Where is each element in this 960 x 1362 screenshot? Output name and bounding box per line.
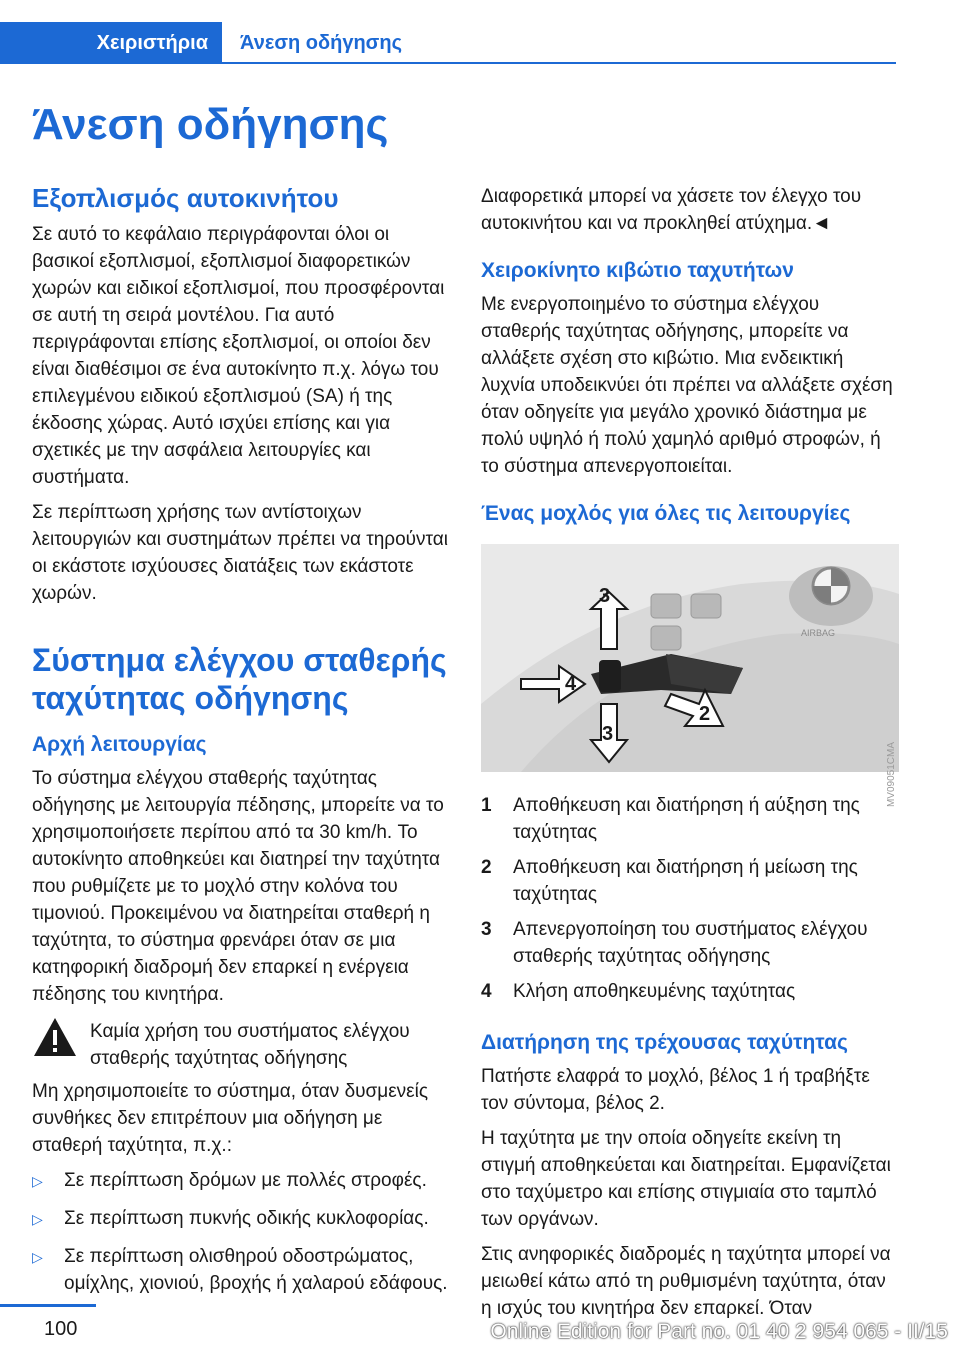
legend-item bbox=[481, 792, 899, 846]
legend-number: 3 bbox=[481, 919, 492, 940]
paragraph-keep-2: Η ταχύτητα με την οποία οδηγείτε εκείνη τη στιγμή αποθηκεύεται και διατηρείται. Εμφανίζεται στο ταχύμετρο και επίσης στιγμιαία στο ταμπλό των οργάνων. bbox=[481, 1128, 891, 1230]
heading-manual-gearbox: Χειροκίνητο κιβώτιο ταχυτήτων bbox=[481, 259, 794, 282]
legend-number: 2 bbox=[481, 857, 492, 878]
paragraph-continued: Διαφορετικά μπορεί να χάσετε τον έλεγχο του αυτοκινήτου και να προκληθεί ατύχημα.◄ bbox=[481, 186, 862, 234]
footer-rule bbox=[0, 1304, 96, 1307]
arrow-label-3-bottom: 3 bbox=[602, 723, 614, 745]
bullet-item bbox=[32, 1205, 450, 1233]
heading-cruise-control: Σύστημα ελέγχου σταθερής ταχύτητας οδήγησης bbox=[32, 642, 447, 716]
paragraph-equipment-1: Σε αυτό το κεφάλαιο περιγράφονται όλοι οι βασικοί εξοπλισμοί, εξοπλισμοί διαφορετικών χωρών και ειδικοί εξοπλισμοί, που προσφέρονται σε αυτή τη σειρά μοντέλου. Για αυτό περιγράφονται επίσης εξοπλισμοί, οι οποίοι δεν είναι διαθέσιμοι σε ένα αυτοκίνητο π.χ. λόγω του επιλεγμένου ειδικού εξοπλισμού (SA) ή της έκδοσης χώρας. Αυτό ισχύει επίσης και για σχετικές με την ασφάλεια λειτουργίες και συστήματα. bbox=[32, 224, 445, 488]
heading-keep-speed: Διατήρηση της τρέχουσας ταχύτητας bbox=[481, 1031, 848, 1054]
legend-number: 4 bbox=[481, 981, 492, 1002]
figure-code: MV09051CMA bbox=[886, 742, 897, 808]
warning-box bbox=[32, 1016, 450, 1072]
triangle-bullet-icon: ▷ bbox=[32, 1211, 43, 1227]
arrow-label-2: 2 bbox=[699, 703, 711, 725]
page-title: Άνεση οδήγησης bbox=[32, 100, 389, 149]
paragraph-principle: Το σύστημα ελέγχου σταθερής ταχύτητας οδήγησης με λειτουργία πέδησης, μπορείτε να το χρησιμοποιήσετε περίπου από τα 30 km/h. Το αυτοκίνητο αποθηκεύει και διατηρεί την ταχύτητα που ρυθμίζετε με το μοχλό στην κολόνα του τιμονιού. Προκειμένου να διατηρείται σταθερή η ταχύτητα, το σύστημα φρενάρει όταν σε μια κατηφορική διαδρομή δεν επαρκεί η ενέργεια πέδησης του κινητήρα. bbox=[32, 768, 444, 1005]
left-column bbox=[32, 183, 450, 1307]
paragraph-manual-gearbox: Με ενεργοποιημένο το σύστημα ελέγχου σταθερής ταχύτητας οδήγησης, μπορείτε να αλλάξετε σχέση στο κιβώτιο. Μια ενδεικτική λυχνία υποδεικνύει ότι πρέπει να αλλάξετε σχέση όταν οδηγείτε για μεγάλο χρονικό διάστημα με πολύ υψηλό ή πολύ χαμηλό αριθμό στροφών, ή το σύστημα απενεργοποιείται. bbox=[481, 294, 893, 477]
warning-text: Καμία χρήση του συστήματος ελέγχου σταθερής ταχύτητας οδήγησης bbox=[90, 1021, 410, 1069]
paragraph-keep-1: Πατήστε ελαφρά το μοχλό, βέλος 1 ή τραβήξτε τον σύντομα, βέλος 2. bbox=[481, 1066, 870, 1114]
steering-wheel-illustration bbox=[481, 544, 899, 772]
header-tabs bbox=[0, 22, 960, 64]
arrow-label-3-top: 3 bbox=[599, 585, 611, 607]
legend-number: 1 bbox=[481, 795, 492, 816]
bullet-item bbox=[32, 1243, 450, 1297]
warning-icon bbox=[32, 1016, 78, 1058]
cruise-lever-figure bbox=[481, 544, 899, 808]
paragraph-equipment-2: Σε περίπτωση χρήσης των αντίστοιχων λειτουργιών και συστημάτων πρέπει να τηρούνται οι εκάστοτε ισχύουσες διατάξεις των εκάστοτε χωρών. bbox=[32, 502, 448, 604]
bullet-text: Σε περίπτωση δρόμων με πολλές στροφές. bbox=[64, 1170, 427, 1191]
paragraph-do-not-use: Μη χρησιμοποιείτε το σύστημα, όταν δυσμενείς συνθήκες δεν επιτρέπουν μια οδήγηση με σταθερή ταχύτητα, π.χ.: bbox=[32, 1081, 429, 1156]
legend-text: Απενεργοποίηση του συστήματος ελέγχου σταθερής ταχύτητας οδήγησης bbox=[513, 919, 868, 967]
heading-vehicle-equipment: Εξοπλισμός αυτοκινήτου bbox=[32, 183, 339, 213]
tab-controls[interactable]: Χειριστήρια bbox=[0, 22, 222, 64]
legend-item bbox=[481, 978, 899, 1005]
bullet-item bbox=[32, 1167, 450, 1195]
tab-driving-comfort[interactable]: Άνεση οδήγησης bbox=[222, 22, 896, 64]
triangle-bullet-icon: ▷ bbox=[32, 1249, 43, 1265]
legend-text: Αποθήκευση και διατήρηση ή αύξηση της ταχύτητας bbox=[513, 795, 860, 843]
heading-one-lever: Ένας μοχλός για όλες τις λειτουργίες bbox=[481, 502, 851, 525]
heading-principle: Αρχή λειτουργίας bbox=[32, 733, 207, 756]
header-rule bbox=[222, 62, 896, 64]
right-column bbox=[481, 183, 899, 1330]
legend-item bbox=[481, 916, 899, 970]
page-number: 100 bbox=[44, 1318, 78, 1340]
edition-watermark: Online Edition for Part no. 01 40 2 954 065 - II/15 bbox=[490, 1320, 948, 1343]
figure-airbag-label: AIRBAG bbox=[801, 628, 836, 638]
arrow-label-4: 4 bbox=[565, 673, 577, 695]
paragraph-keep-3: Στις ανηφορικές διαδρομές η ταχύτητα μπορεί να μειωθεί κάτω από τη ρυθμισμένη ταχύτητα, όταν η ισχύς του κινητήρα δεν επαρκεί. Όταν bbox=[481, 1244, 891, 1319]
legend-text: Κλήση αποθηκευμένης ταχύτητας bbox=[513, 981, 796, 1002]
bullet-text: Σε περίπτωση ολισθηρού οδοστρώματος, ομίχλης, χιονιού, βροχής ή χαλαρού εδάφους. bbox=[64, 1246, 448, 1294]
triangle-bullet-icon: ▷ bbox=[32, 1173, 43, 1189]
legend-text: Αποθήκευση και διατήρηση ή μείωση της ταχύτητας bbox=[513, 857, 858, 905]
bullet-text: Σε περίπτωση πυκνής οδικής κυκλοφορίας. bbox=[64, 1208, 429, 1229]
legend-item bbox=[481, 854, 899, 908]
